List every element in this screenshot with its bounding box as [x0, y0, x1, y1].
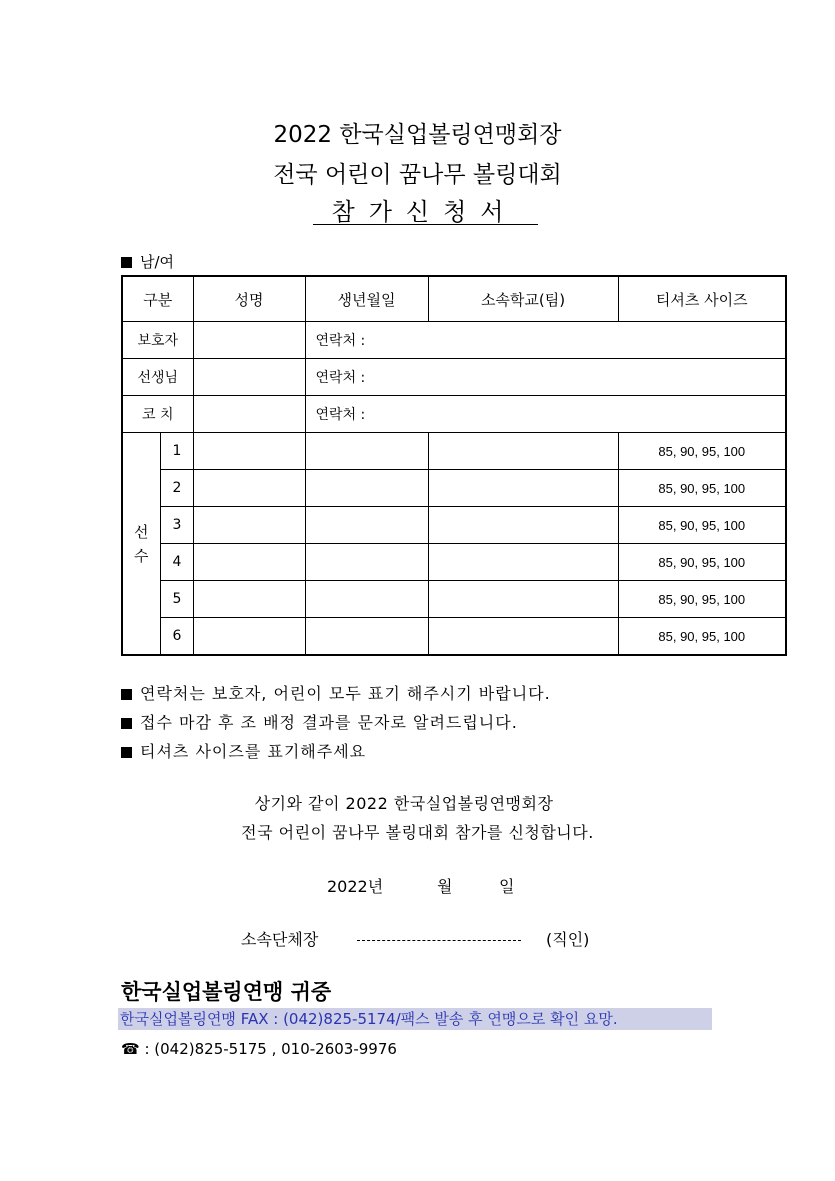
player-school-cell[interactable]: [428, 433, 618, 470]
declaration-line-2: 전국 어린이 꿈나무 볼링대회 참가를 신청합니다.: [241, 823, 594, 842]
table-row-guardian: [122, 322, 786, 359]
player-school-cell[interactable]: [428, 618, 618, 656]
note-text: 티셔츠 사이즈를 표기해주세요: [140, 742, 367, 761]
declaration-line-1: 상기와 같이 2022 한국실업볼링연맹회장: [254, 794, 554, 813]
title-line-2: 전국 어린이 꿈나무 볼링대회: [273, 162, 562, 188]
signature-stamp: (직인): [546, 930, 590, 949]
header-name: 성명: [193, 276, 305, 322]
header-birthdate: 생년월일: [305, 276, 428, 322]
guardian-name-cell[interactable]: [193, 322, 305, 359]
player-size-cell[interactable]: 85, 90, 95, 100: [618, 618, 786, 656]
table-row-player: [122, 470, 786, 507]
player-school-cell[interactable]: [428, 544, 618, 581]
teacher-contact-cell[interactable]: 연락처 :: [305, 359, 786, 396]
header-tshirt-size: 티셔츠 사이즈: [618, 276, 786, 322]
table-row-player: [122, 618, 786, 656]
player-school-cell[interactable]: [428, 507, 618, 544]
teacher-name-cell[interactable]: [193, 359, 305, 396]
player-number: 2: [160, 470, 193, 507]
note-item: [121, 710, 551, 739]
recipient: 한국실업볼링연맹 귀중: [121, 980, 332, 1004]
title-line-3: 참가신청서: [331, 198, 518, 226]
application-table: [121, 275, 787, 656]
square-bullet-icon: [121, 747, 132, 758]
square-bullet-icon: [121, 718, 132, 729]
header-category: 구분: [122, 276, 193, 322]
table-row-player: [122, 544, 786, 581]
player-label-char-1: 선: [134, 522, 149, 541]
square-bullet-icon: [121, 257, 132, 268]
player-group-label: [122, 433, 160, 656]
player-size-cell[interactable]: 85, 90, 95, 100: [618, 507, 786, 544]
notes-list: [121, 681, 551, 768]
fax-line: 한국실업볼링연맹 FAX : (042)825-5174/팩스 발송 후 연맹으로 확인 요망.: [118, 1008, 712, 1030]
gender-text: 남/여: [140, 253, 175, 271]
table-row-coach: [122, 396, 786, 433]
title-underline: [313, 224, 538, 225]
role-coach: 코 치: [122, 396, 193, 433]
player-birthdate-cell[interactable]: [305, 581, 428, 618]
table-row-player: [122, 507, 786, 544]
date-year: 2022년: [327, 877, 384, 896]
player-name-cell[interactable]: [193, 618, 305, 656]
player-name-cell[interactable]: [193, 507, 305, 544]
square-bullet-icon: [121, 689, 132, 700]
player-number: 4: [160, 544, 193, 581]
player-number: 6: [160, 618, 193, 656]
header-school: 소속학교(팀): [428, 276, 618, 322]
coach-name-cell[interactable]: [193, 396, 305, 433]
table-row-player: [122, 581, 786, 618]
player-number: 1: [160, 433, 193, 470]
title-line-1: 2022 한국실업볼링연맹회장: [273, 122, 562, 148]
player-name-cell[interactable]: [193, 581, 305, 618]
player-birthdate-cell[interactable]: [305, 618, 428, 656]
note-text: 연락처는 보호자, 어린이 모두 표기 해주시기 바랍니다.: [140, 684, 551, 703]
player-school-cell[interactable]: [428, 581, 618, 618]
date-month: 월: [437, 877, 453, 896]
note-text: 접수 마감 후 조 배정 결과를 문자로 알려드립니다.: [140, 713, 518, 732]
table-row-teacher: [122, 359, 786, 396]
signature-label: 소속단체장: [241, 930, 319, 949]
player-school-cell[interactable]: [428, 470, 618, 507]
coach-contact-cell[interactable]: 연락처 :: [305, 396, 786, 433]
date-day: 일: [499, 877, 515, 896]
player-name-cell[interactable]: [193, 433, 305, 470]
note-item: [121, 681, 551, 710]
role-teacher: 선생님: [122, 359, 193, 396]
player-name-cell[interactable]: [193, 544, 305, 581]
guardian-contact-cell[interactable]: 연락처 :: [305, 322, 786, 359]
role-guardian: 보호자: [122, 322, 193, 359]
gender-label: [121, 251, 174, 272]
signature-line[interactable]: [357, 940, 521, 941]
phone-line: ☎ : (042)825-5175 , 010-2603-9976: [121, 1040, 397, 1058]
player-number: 5: [160, 581, 193, 618]
player-size-cell[interactable]: 85, 90, 95, 100: [618, 470, 786, 507]
player-birthdate-cell[interactable]: [305, 433, 428, 470]
table-row-player: [122, 433, 786, 470]
player-size-cell[interactable]: 85, 90, 95, 100: [618, 581, 786, 618]
player-label-char-2: 수: [134, 546, 149, 565]
player-birthdate-cell[interactable]: [305, 544, 428, 581]
player-size-cell[interactable]: 85, 90, 95, 100: [618, 433, 786, 470]
note-item: [121, 739, 551, 768]
player-number: 3: [160, 507, 193, 544]
player-size-cell[interactable]: 85, 90, 95, 100: [618, 544, 786, 581]
player-birthdate-cell[interactable]: [305, 470, 428, 507]
player-name-cell[interactable]: [193, 470, 305, 507]
player-birthdate-cell[interactable]: [305, 507, 428, 544]
table-header-row: [122, 276, 786, 322]
